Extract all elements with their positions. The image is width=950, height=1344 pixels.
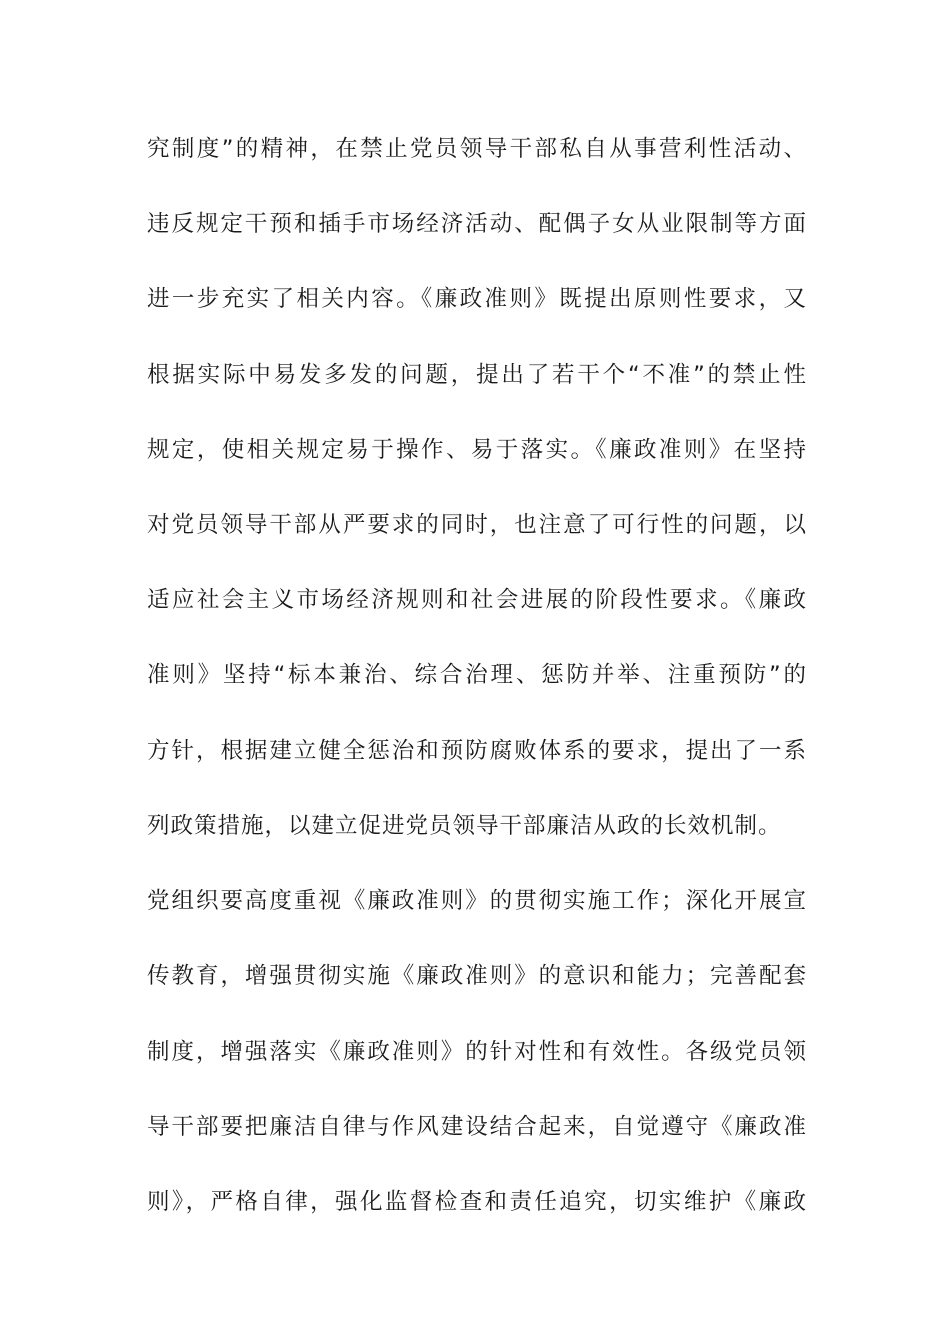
text-line: 列政策措施，以建立促进党员领导干部廉洁从政的长效机制。: [147, 813, 782, 839]
text-line: 适应社会主义市场经济规则和社会进展的阶段性要求。《廉政: [147, 587, 807, 613]
text-line: 违反规定干预和插手市场经济活动、配偶子女从业限制等方面: [147, 211, 807, 237]
text-line: 党组织要高度重视《廉政准则》的贯彻实施工作；深化开展宣: [147, 888, 807, 914]
text-line: 究制度”的精神，在禁止党员领导干部私自从事营利性活动、: [147, 136, 807, 162]
text-line: 准则》坚持“标本兼治、综合治理、惩防并举、注重预防”的: [147, 662, 807, 688]
text-line: 则》，严格自律，强化监督检查和责任追究，切实维护《廉政: [147, 1189, 807, 1215]
text-line: 方针，根据建立健全惩治和预防腐败体系的要求，提出了一系: [147, 738, 807, 764]
text-line: 传教育，增强贯彻实施《廉政准则》的意识和能力；完善配套: [147, 963, 807, 989]
text-line: 进一步充实了相关内容。《廉政准则》既提出原则性要求，又: [147, 286, 807, 312]
text-line: 制度，增强落实《廉政准则》的针对性和有效性。各级党员领: [147, 1039, 807, 1065]
text-line: 根据实际中易发多发的问题，提出了若干个“不准”的禁止性: [147, 362, 807, 388]
text-line: 导干部要把廉洁自律与作风建设结合起来，自觉遵守《廉政准: [147, 1114, 807, 1140]
text-line: 对党员领导干部从严要求的同时，也注意了可行性的问题，以: [147, 512, 807, 538]
text-line: 规定，使相关规定易于操作、易于落实。《廉政准则》在坚持: [147, 437, 807, 463]
